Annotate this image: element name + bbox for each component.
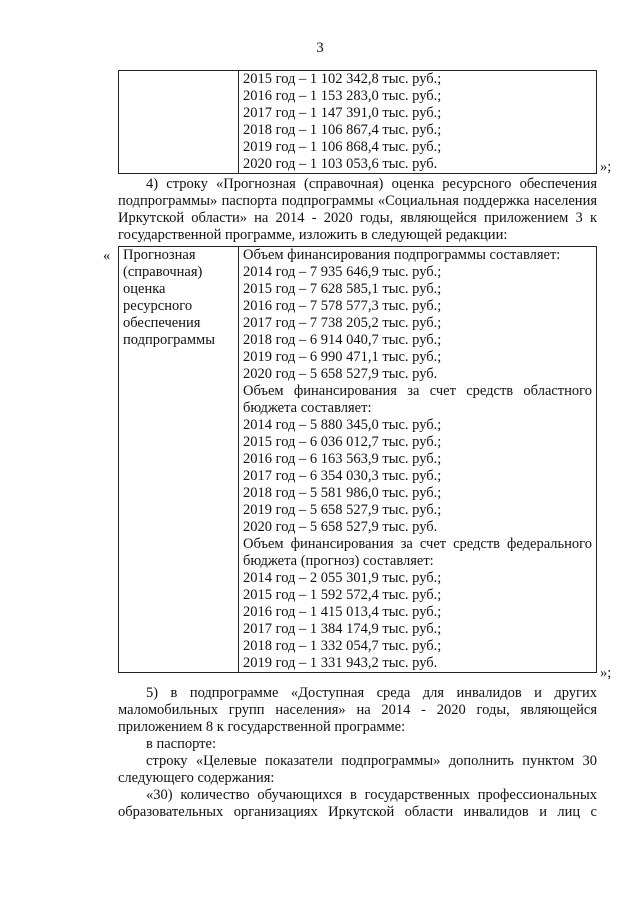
- paragraph-line: 4) строку «Прогнозная (справочная) оценка ресурсного обеспечения: [146, 176, 597, 192]
- regional-funding-line: 2015 год – 6 036 012,7 тыс. руб.;: [243, 434, 442, 450]
- regional-funding-line: 2018 год – 5 581 986,0 тыс. руб.;: [243, 485, 442, 501]
- paragraph-line: Иркутской области» на 2014 - 2020 годы, являющейся приложением 3 к: [118, 210, 597, 226]
- paragraph-line: строку «Целевые показатели подпрограммы» дополнить пунктом 30: [146, 753, 597, 769]
- total-funding-line: 2019 год – 6 990 471,1 тыс. руб.;: [243, 349, 442, 365]
- table1-line: 2016 год – 1 153 283,0 тыс. руб.;: [243, 88, 442, 104]
- table2-label-line: (справочная): [123, 264, 203, 280]
- resource-estimate-table: [118, 246, 597, 673]
- table2-opening-mark: «: [103, 248, 111, 264]
- regional-funding-heading: бюджета составляет:: [243, 400, 372, 416]
- table2-label-line: Прогнозная: [123, 247, 196, 263]
- paragraph-target-indicators: [118, 753, 597, 787]
- federal-funding-line: 2015 год – 1 592 572,4 тыс. руб.;: [243, 587, 442, 603]
- table2-label-line: ресурсного: [123, 298, 193, 314]
- table2-value-cell: [239, 247, 597, 673]
- table1-line: 2018 год – 1 106 867,4 тыс. руб.;: [243, 122, 442, 138]
- table1-line: 2015 год – 1 102 342,8 тыс. руб.;: [243, 71, 442, 87]
- total-funding-line: 2017 год – 7 738 205,2 тыс. руб.;: [243, 315, 442, 331]
- table1-left-cell: [119, 71, 239, 174]
- paragraph-item-30: [118, 787, 597, 821]
- paragraph-line: 5) в подпрограмме «Доступная среда для инвалидов и других: [146, 685, 597, 701]
- table1-right-cell: [239, 71, 597, 174]
- table1-line: 2020 год – 1 103 053,6 тыс. руб.: [243, 156, 438, 172]
- total-funding-line: 2014 год – 7 935 646,9 тыс. руб.;: [243, 264, 442, 280]
- paragraph-line: образовательных организациях Иркутской области инвалидов и лиц с: [118, 804, 597, 820]
- table2-row-label-cell: [119, 247, 239, 673]
- table2-closing-mark: »;: [600, 665, 612, 681]
- regional-funding-line: 2019 год – 5 658 527,9 тыс. руб.;: [243, 502, 442, 518]
- regional-funding-line: 2017 год – 6 354 030,3 тыс. руб.;: [243, 468, 442, 484]
- regional-funding-line: 2020 год – 5 658 527,9 тыс. руб.: [243, 519, 438, 535]
- federal-funding-line: 2016 год – 1 415 013,4 тыс. руб.;: [243, 604, 442, 620]
- table1-line: 2017 год – 1 147 391,0 тыс. руб.;: [243, 105, 442, 121]
- paragraph-line: маломобильных групп населения» на 2014 - 2020 годы, являющейся: [118, 702, 597, 718]
- federal-funding-heading: Объем финансирования за счет средств федерального: [243, 536, 592, 552]
- federal-funding-heading: бюджета (прогноз) составляет:: [243, 553, 434, 569]
- federal-funding-line: 2019 год – 1 331 943,2 тыс. руб.: [243, 655, 438, 671]
- table1-closing-mark: »;: [600, 159, 612, 175]
- page-number: 3: [316, 40, 324, 56]
- paragraph-5: [118, 685, 597, 736]
- table1-line: 2019 год – 1 106 868,4 тыс. руб.;: [243, 139, 442, 155]
- regional-funding-heading: Объем финансирования за счет средств областного: [243, 383, 592, 399]
- funding-table-continuation: [118, 70, 597, 174]
- federal-funding-line: 2018 год – 1 332 054,7 тыс. руб.;: [243, 638, 442, 654]
- total-funding-line: 2016 год – 7 578 577,3 тыс. руб.;: [243, 298, 442, 314]
- table2-label-line: подпрограммы: [123, 332, 215, 348]
- paragraph-passport: [118, 736, 597, 753]
- table2-label-line: обеспечения: [123, 315, 201, 331]
- paragraph-line: подпрограммы» паспорта подпрограммы «Социальная поддержка населения: [118, 193, 597, 209]
- total-funding-line: 2018 год – 6 914 040,7 тыс. руб.;: [243, 332, 442, 348]
- federal-funding-line: 2017 год – 1 384 174,9 тыс. руб.;: [243, 621, 442, 637]
- total-funding-line: 2015 год – 7 628 585,1 тыс. руб.;: [243, 281, 442, 297]
- paragraph-line: «30) количество обучающихся в государственных профессиональных: [146, 787, 597, 803]
- paragraph-line: следующего содержания:: [118, 770, 275, 786]
- regional-funding-line: 2016 год – 6 163 563,9 тыс. руб.;: [243, 451, 442, 467]
- paragraph-line: приложением 8 к государственной программе:: [118, 719, 406, 735]
- paragraph-line: в паспорте:: [146, 736, 216, 752]
- total-funding-line: 2020 год – 5 658 527,9 тыс. руб.: [243, 366, 438, 382]
- paragraph-line: государственной программе, изложить в следующей редакции:: [118, 227, 508, 243]
- table2-label-line: оценка: [123, 281, 166, 297]
- paragraph-4: [118, 176, 597, 244]
- total-funding-heading: Объем финансирования подпрограммы составляет:: [243, 247, 561, 263]
- regional-funding-line: 2014 год – 5 880 345,0 тыс. руб.;: [243, 417, 442, 433]
- federal-funding-line: 2014 год – 2 055 301,9 тыс. руб.;: [243, 570, 442, 586]
